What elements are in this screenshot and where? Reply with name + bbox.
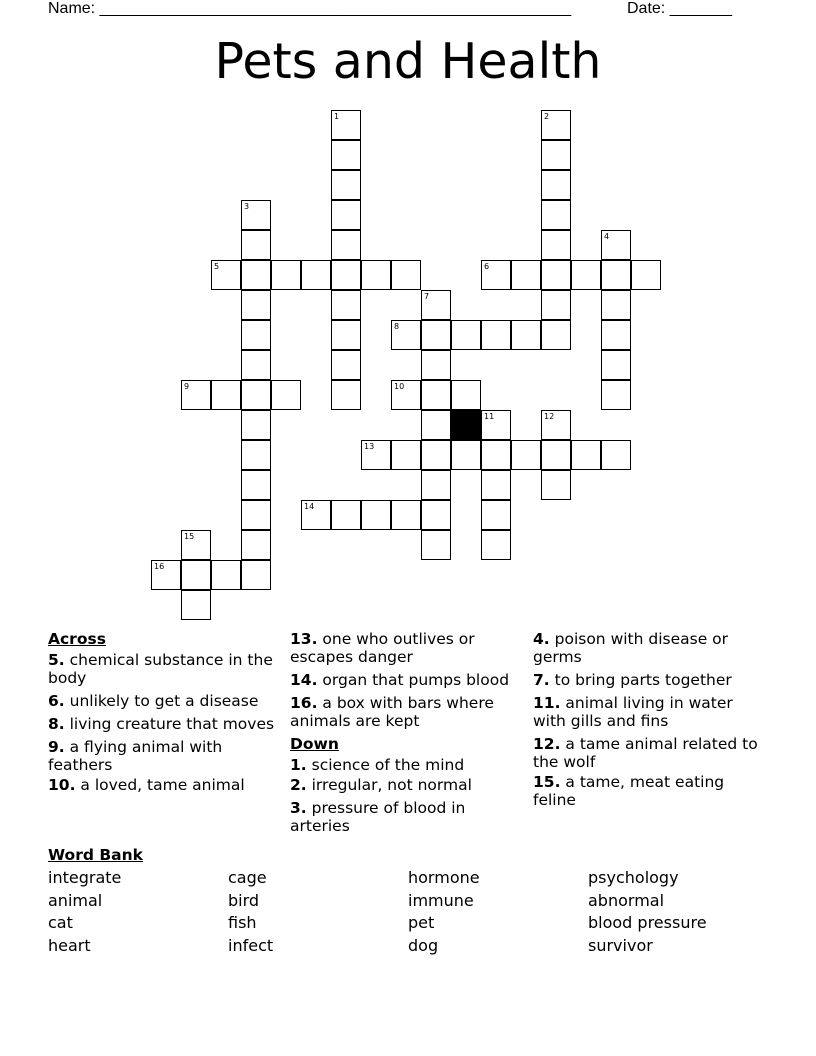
cell-number: 12 [544, 412, 555, 421]
grid-cell[interactable] [361, 260, 391, 290]
grid-cell[interactable] [601, 320, 631, 350]
clue-text: one who outlives or escapes danger [290, 630, 475, 666]
grid-cell[interactable] [481, 410, 511, 440]
grid-cell[interactable] [421, 290, 451, 320]
grid-cell[interactable] [241, 410, 271, 440]
clue-across-8 [48, 715, 283, 733]
grid-cell[interactable] [541, 110, 571, 140]
clue-down-2 [290, 776, 525, 794]
grid-cell[interactable] [481, 260, 511, 290]
grid-cell[interactable] [331, 380, 361, 410]
word-bank-word: dog [408, 936, 439, 955]
clue-text: poison with disease or germs [533, 630, 729, 666]
page-title: Pets and Health [214, 33, 602, 90]
grid-cell[interactable] [541, 230, 571, 260]
grid-cell[interactable] [391, 380, 421, 410]
word-bank-title: Word Bank [48, 846, 143, 864]
clue-down-4 [533, 630, 768, 666]
cell-number: 4 [604, 232, 610, 241]
grid-cell[interactable] [241, 350, 271, 380]
grid-cell[interactable] [211, 560, 241, 590]
cell-number: 9 [184, 382, 190, 391]
grid-cell[interactable] [511, 440, 541, 470]
clue-number: 16. [290, 694, 318, 712]
grid-cell[interactable] [241, 380, 271, 410]
clue-text: organ that pumps blood [322, 671, 510, 689]
clue-number: 6. [48, 692, 65, 710]
cell-number: 5 [214, 262, 220, 271]
grid-cell[interactable] [511, 320, 541, 350]
grid-cell[interactable] [181, 560, 211, 590]
clue-down-1 [290, 756, 525, 774]
grid-cell[interactable] [331, 260, 361, 290]
clue-number: 9. [48, 738, 65, 756]
date-field-label: Date: _______ [627, 0, 732, 17]
grid-cell[interactable] [241, 230, 271, 260]
clue-text: animal living in water with gills and fins [533, 694, 733, 730]
grid-cell[interactable] [181, 530, 211, 560]
clue-text: a box with bars where animals are kept [290, 694, 494, 730]
cell-number: 6 [484, 262, 490, 271]
grid-cell[interactable] [331, 200, 361, 230]
clue-across-5 [48, 651, 283, 687]
grid-cell[interactable] [541, 200, 571, 230]
word-bank-word: infect [228, 936, 274, 955]
grid-cell[interactable] [241, 440, 271, 470]
down-heading: Down [290, 735, 339, 753]
across-heading: Across [48, 630, 106, 648]
cell-number: 16 [154, 562, 165, 571]
grid-cell[interactable] [151, 560, 181, 590]
cell-number: 7 [424, 292, 430, 301]
clue-text: living creature that moves [69, 715, 275, 733]
cell-number: 8 [394, 322, 400, 331]
grid-cell[interactable] [421, 320, 451, 350]
grid-cell[interactable] [331, 500, 361, 530]
grid-cell[interactable] [421, 410, 451, 440]
grid-cell[interactable] [331, 350, 361, 380]
grid-cell[interactable] [241, 290, 271, 320]
word-bank-word: cage [228, 868, 267, 887]
grid-cell[interactable] [331, 320, 361, 350]
word-bank-word: pet [408, 913, 435, 932]
clue-number: 13. [290, 630, 318, 648]
clue-text: a loved, tame animal [80, 776, 245, 794]
grid-cell[interactable] [481, 500, 511, 530]
grid-cell[interactable] [391, 500, 421, 530]
clue-across-14 [290, 671, 525, 689]
name-field-label: Name: _____________________________________________________ [48, 0, 572, 17]
grid-cell[interactable] [481, 320, 511, 350]
cell-number: 1 [334, 112, 340, 121]
grid-cell[interactable] [271, 380, 301, 410]
clue-text: chemical substance in the body [48, 651, 273, 687]
grid-cell[interactable] [601, 440, 631, 470]
grid-cell[interactable] [421, 380, 451, 410]
word-bank-word: immune [408, 891, 474, 910]
grid-cell[interactable] [241, 530, 271, 560]
grid-cell[interactable] [181, 590, 211, 620]
clue-text: pressure of blood in arteries [290, 799, 466, 835]
clue-down-15 [533, 773, 768, 809]
cell-number: 15 [184, 532, 195, 541]
grid-cell[interactable] [391, 320, 421, 350]
cell-number: 14 [304, 502, 315, 511]
clue-number: 7. [533, 671, 550, 689]
grid-cell[interactable] [241, 470, 271, 500]
grid-cell[interactable] [481, 530, 511, 560]
clue-column-1 [48, 630, 283, 799]
grid-cell[interactable] [331, 230, 361, 260]
grid-cell[interactable] [421, 500, 451, 530]
word-bank-word: integrate [48, 868, 122, 887]
grid-cell[interactable] [421, 350, 451, 380]
grid-cell[interactable] [451, 380, 481, 410]
clue-across-10 [48, 776, 283, 794]
grid-cell[interactable] [601, 260, 631, 290]
grid-cell[interactable] [451, 320, 481, 350]
word-bank-word: blood pressure [588, 913, 707, 932]
word-bank-word: animal [48, 891, 103, 910]
clue-down-3 [290, 799, 525, 835]
grid-cell[interactable] [541, 320, 571, 350]
grid-cell[interactable] [391, 260, 421, 290]
grid-cell[interactable] [541, 140, 571, 170]
grid-cell[interactable] [211, 380, 241, 410]
clue-down-12 [533, 735, 768, 771]
grid-cell[interactable] [361, 500, 391, 530]
clue-down-7 [533, 671, 768, 689]
blocked-cell [451, 410, 481, 440]
clue-down-11 [533, 694, 768, 730]
clue-number: 1. [290, 756, 307, 774]
grid-cell[interactable] [391, 440, 421, 470]
grid-cell[interactable] [541, 440, 571, 470]
grid-cell[interactable] [541, 290, 571, 320]
grid-cell[interactable] [421, 440, 451, 470]
clue-text: a tame animal related to the wolf [533, 735, 758, 771]
cell-number: 10 [394, 382, 405, 391]
grid-cell[interactable] [421, 470, 451, 500]
grid-cell[interactable] [481, 440, 511, 470]
word-bank-word: abnormal [588, 891, 665, 910]
clue-text: a tame, meat eating feline [533, 773, 725, 809]
grid-cell[interactable] [241, 320, 271, 350]
word-bank-word: survivor [588, 936, 653, 955]
grid-cell[interactable] [541, 410, 571, 440]
clue-number: 10. [48, 776, 76, 794]
clue-text: irregular, not normal [311, 776, 472, 794]
grid-cell[interactable] [601, 350, 631, 380]
grid-cell[interactable] [601, 380, 631, 410]
cell-number: 3 [244, 202, 250, 211]
word-bank-word: bird [228, 891, 260, 910]
clue-across-9 [48, 738, 283, 774]
cell-number: 11 [484, 412, 495, 421]
clue-text: science of the mind [311, 756, 465, 774]
grid-cell[interactable] [331, 290, 361, 320]
grid-cell[interactable] [241, 500, 271, 530]
grid-cell[interactable] [301, 260, 331, 290]
grid-cell[interactable] [511, 260, 541, 290]
cell-number: 13 [364, 442, 375, 451]
word-bank-word: cat [48, 913, 73, 932]
clue-number: 4. [533, 630, 550, 648]
cell-number: 2 [544, 112, 550, 121]
grid-cell[interactable] [601, 290, 631, 320]
grid-cell[interactable] [211, 260, 241, 290]
clue-number: 14. [290, 671, 318, 689]
grid-cell[interactable] [421, 530, 451, 560]
grid-cell[interactable] [361, 440, 391, 470]
grid-cell[interactable] [481, 470, 511, 500]
grid-cell[interactable] [571, 440, 601, 470]
clue-number: 8. [48, 715, 65, 733]
clue-number: 3. [290, 799, 307, 817]
clue-number: 15. [533, 773, 561, 791]
clue-text: to bring parts together [554, 671, 732, 689]
grid-cell[interactable] [571, 260, 601, 290]
grid-cell[interactable] [331, 110, 361, 140]
grid-cell[interactable] [601, 230, 631, 260]
grid-cell[interactable] [541, 260, 571, 290]
clue-number: 2. [290, 776, 307, 794]
word-bank-word: fish [228, 913, 257, 932]
grid-cell[interactable] [271, 260, 301, 290]
grid-cell[interactable] [181, 380, 211, 410]
clue-text: a flying animal with feathers [48, 738, 223, 774]
grid-cell[interactable] [241, 260, 271, 290]
grid-cell[interactable] [631, 260, 661, 290]
clue-column-2 [290, 630, 525, 840]
grid-cell[interactable] [541, 170, 571, 200]
word-bank [48, 868, 768, 968]
grid-cell[interactable] [331, 140, 361, 170]
grid-cell[interactable] [331, 170, 361, 200]
clue-across-6 [48, 692, 283, 710]
clue-number: 11. [533, 694, 561, 712]
grid-cell[interactable] [451, 440, 481, 470]
word-bank-word: psychology [588, 868, 679, 887]
clue-across-13 [290, 630, 525, 666]
grid-cell[interactable] [541, 470, 571, 500]
clue-column-3 [533, 630, 768, 814]
clue-number: 12. [533, 735, 561, 753]
clue-across-16 [290, 694, 525, 730]
word-bank-word: heart [48, 936, 91, 955]
grid-cell[interactable] [241, 200, 271, 230]
grid-cell[interactable] [301, 500, 331, 530]
clue-text: unlikely to get a disease [69, 692, 259, 710]
clue-number: 5. [48, 651, 65, 669]
word-bank-word: hormone [408, 868, 480, 887]
grid-cell[interactable] [241, 560, 271, 590]
